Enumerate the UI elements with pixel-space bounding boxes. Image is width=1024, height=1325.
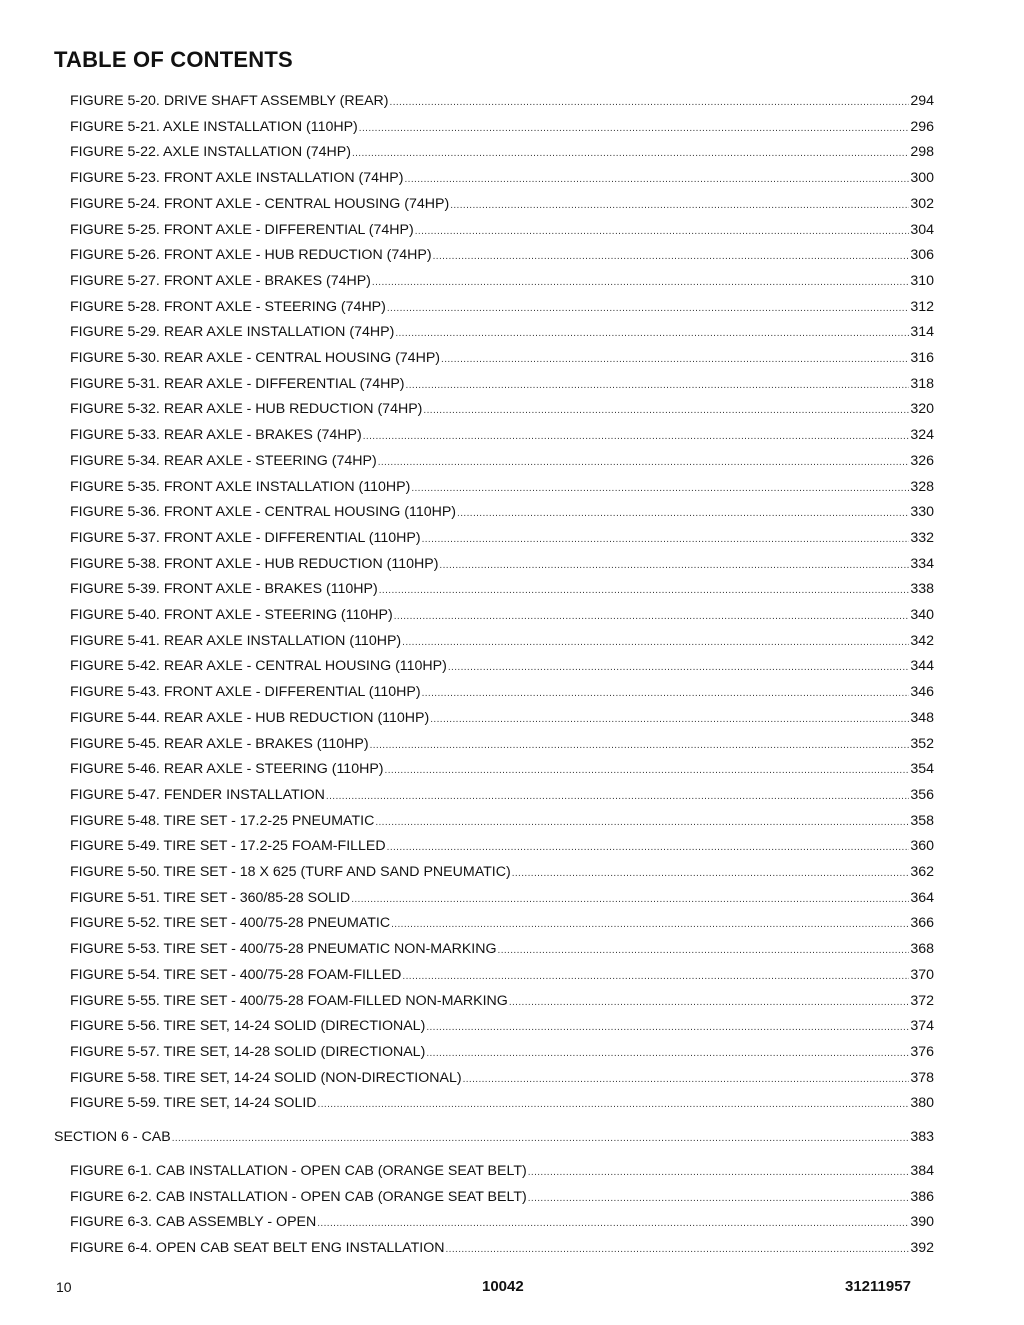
toc-entry-page: 392 xyxy=(910,1240,934,1257)
toc-entry[interactable] xyxy=(70,863,934,881)
dot-leader xyxy=(463,1071,910,1089)
toc-entry[interactable] xyxy=(70,657,934,675)
toc-entry[interactable] xyxy=(70,426,934,444)
dot-leader xyxy=(445,1241,909,1259)
toc-entry-label: FIGURE 5-44. REAR AXLE - HUB REDUCTION (110HP) xyxy=(70,709,430,726)
toc-entry-page: 314 xyxy=(910,324,934,341)
toc-entry-label: FIGURE 5-33. REAR AXLE - BRAKES (74HP) xyxy=(70,427,362,444)
toc-entry-page: 332 xyxy=(910,529,934,546)
dot-leader xyxy=(405,171,910,189)
toc-entry-page: 372 xyxy=(910,992,934,1009)
dot-leader xyxy=(387,839,910,857)
dot-leader xyxy=(375,814,909,832)
toc-entry[interactable] xyxy=(70,1188,934,1206)
dot-leader xyxy=(317,1215,909,1233)
toc-entry[interactable] xyxy=(70,580,934,598)
toc-entry-page: 376 xyxy=(910,1043,934,1060)
toc-entry-label: FIGURE 5-25. FRONT AXLE - DIFFERENTIAL (74HP) xyxy=(70,221,414,238)
toc-entry-label: FIGURE 5-35. FRONT AXLE INSTALLATION (110HP) xyxy=(70,478,411,495)
dot-leader xyxy=(528,1190,910,1208)
toc-entry-page: 302 xyxy=(910,195,934,212)
toc-entry[interactable] xyxy=(70,837,934,855)
toc-entry-label: FIGURE 5-27. FRONT AXLE - BRAKES (74HP) xyxy=(70,272,371,289)
dot-leader xyxy=(326,788,909,806)
toc-entry-page: 328 xyxy=(910,478,934,495)
toc-entry-page: 316 xyxy=(910,350,934,366)
toc-entry-label: FIGURE 6-3. CAB ASSEMBLY - OPEN xyxy=(70,1214,317,1231)
dot-leader xyxy=(426,1045,909,1063)
toc-entry-label: FIGURE 5-20. DRIVE SHAFT ASSEMBLY (REAR) xyxy=(70,93,389,109)
toc-entry-label: FIGURE 5-32. REAR AXLE - HUB REDUCTION (74HP) xyxy=(70,401,423,418)
dot-leader xyxy=(378,454,910,472)
footer-doc-number: 31211957 xyxy=(845,1278,911,1295)
toc-entry-page: 366 xyxy=(910,915,934,932)
toc-entry-label: FIGURE 5-38. FRONT AXLE - HUB REDUCTION (110HP) xyxy=(70,555,439,572)
toc-entry[interactable] xyxy=(70,1239,934,1257)
dot-leader xyxy=(512,865,910,883)
dot-leader xyxy=(441,351,909,369)
toc-entry[interactable] xyxy=(70,143,934,161)
dot-leader xyxy=(450,197,909,215)
toc-entry-label: FIGURE 5-28. FRONT AXLE - STEERING (74HP) xyxy=(70,298,386,315)
toc-entry-label: FIGURE 5-30. REAR AXLE - CENTRAL HOUSING (74HP) xyxy=(70,350,441,366)
toc-entry-page: 390 xyxy=(910,1214,934,1231)
toc-entry-page: 294 xyxy=(910,93,934,109)
toc-entry-label: FIGURE 6-4. OPEN CAB SEAT BELT ENG INSTALLATION xyxy=(70,1240,445,1257)
toc-entry-label: FIGURE 5-29. REAR AXLE INSTALLATION (74HP) xyxy=(70,324,395,341)
toc-entry[interactable] xyxy=(70,195,934,213)
toc-entry-label: FIGURE 5-59. TIRE SET, 14-24 SOLID xyxy=(70,1095,317,1112)
toc-entry-page: 324 xyxy=(910,427,934,444)
dot-leader xyxy=(390,94,910,112)
dot-leader xyxy=(379,582,910,600)
dot-leader xyxy=(385,762,910,780)
toc-entry-page: 364 xyxy=(910,889,934,906)
dot-leader xyxy=(395,325,909,343)
toc-entry-page: 298 xyxy=(910,144,934,161)
toc-entry-label: FIGURE 5-21. AXLE INSTALLATION (110HP) xyxy=(70,118,358,135)
toc-entry[interactable] xyxy=(70,1162,934,1180)
toc-entry-label: FIGURE 5-55. TIRE SET - 400/75-28 FOAM-FILLED NON-MARKING xyxy=(70,992,508,1009)
toc-entry-label: FIGURE 5-54. TIRE SET - 400/75-28 FOAM-FILLED xyxy=(70,966,402,983)
toc-entry[interactable] xyxy=(70,812,934,830)
toc-entry-label: SECTION 6 - CAB xyxy=(54,1129,171,1145)
dot-leader xyxy=(448,659,909,677)
dot-leader xyxy=(439,557,909,575)
toc-entry[interactable] xyxy=(70,632,934,650)
toc-entry-label: FIGURE 5-41. REAR AXLE INSTALLATION (110HP) xyxy=(70,632,402,649)
dot-leader xyxy=(415,223,910,241)
toc-entry-page: 334 xyxy=(910,555,934,572)
toc-entry-page: 386 xyxy=(910,1188,934,1205)
toc-entry-label: FIGURE 5-36. FRONT AXLE - CENTRAL HOUSING (110HP) xyxy=(70,504,457,521)
toc-entry[interactable] xyxy=(70,940,934,958)
toc-entry[interactable] xyxy=(70,503,934,521)
toc-entry-page: 320 xyxy=(910,401,934,418)
toc-entry[interactable] xyxy=(70,118,934,136)
toc-entry[interactable] xyxy=(70,400,934,418)
toc-entry-label: FIGURE 5-24. FRONT AXLE - CENTRAL HOUSING (74HP) xyxy=(70,195,450,212)
toc-entry-label: FIGURE 5-43. FRONT AXLE - DIFFERENTIAL (110HP) xyxy=(70,684,421,701)
toc-entry-page: 360 xyxy=(910,838,934,855)
toc-entry-label: FIGURE 5-49. TIRE SET - 17.2-25 FOAM-FILLED xyxy=(70,838,386,855)
toc-entry[interactable] xyxy=(70,1094,934,1112)
toc-entry[interactable] xyxy=(70,914,934,932)
dot-leader xyxy=(423,402,909,420)
toc-entry-label: FIGURE 5-37. FRONT AXLE - DIFFERENTIAL (110HP) xyxy=(70,529,421,546)
dot-leader xyxy=(528,1164,910,1182)
toc-entry[interactable] xyxy=(70,452,934,470)
toc-entry[interactable] xyxy=(70,786,934,804)
toc-entry[interactable] xyxy=(70,349,934,367)
toc-entry-label: FIGURE 5-50. TIRE SET - 18 X 625 (TURF AND SAND PNEUMATIC) xyxy=(70,864,511,880)
toc-entry-label: FIGURE 5-45. REAR AXLE - BRAKES (110HP) xyxy=(70,735,369,752)
toc-entry-page: 368 xyxy=(910,941,934,958)
toc-entry[interactable] xyxy=(70,760,934,778)
toc-entry-page: 326 xyxy=(910,452,934,469)
dot-leader xyxy=(402,968,909,986)
toc-entry[interactable] xyxy=(70,1043,934,1061)
toc-entry-page: 344 xyxy=(910,658,934,675)
toc-entry[interactable] xyxy=(70,735,934,753)
toc-entry-page: 338 xyxy=(910,581,934,598)
toc-entry-page: 346 xyxy=(910,684,934,701)
dot-leader xyxy=(387,300,909,318)
toc-entry-label: FIGURE 5-22. AXLE INSTALLATION (74HP) xyxy=(70,144,351,161)
toc-entry-page: 358 xyxy=(910,812,934,829)
dot-leader xyxy=(402,634,909,652)
toc-entry[interactable] xyxy=(70,375,934,393)
dot-leader xyxy=(172,1130,910,1148)
toc-entry-label: FIGURE 5-31. REAR AXLE - DIFFERENTIAL (74HP) xyxy=(70,375,405,392)
toc-entry-label: FIGURE 5-23. FRONT AXLE INSTALLATION (74HP) xyxy=(70,170,404,187)
toc-entry-label: FIGURE 5-34. REAR AXLE - STEERING (74HP) xyxy=(70,452,377,469)
toc-entry[interactable] xyxy=(70,92,934,110)
dot-leader xyxy=(498,942,910,960)
dot-leader xyxy=(433,248,910,266)
toc-entry[interactable] xyxy=(70,529,934,547)
toc-entry[interactable] xyxy=(70,272,934,290)
toc-entry[interactable] xyxy=(70,478,934,496)
dot-leader xyxy=(394,608,910,626)
dot-leader xyxy=(351,891,909,909)
toc-entry-label: FIGURE 5-56. TIRE SET, 14-24 SOLID (DIRECTIONAL) xyxy=(70,1018,426,1035)
toc-entry[interactable] xyxy=(70,1213,934,1231)
toc-entry-label: FIGURE 5-51. TIRE SET - 360/85-28 SOLID xyxy=(70,889,351,906)
toc-entry-label: FIGURE 5-57. TIRE SET, 14-28 SOLID (DIRECTIONAL) xyxy=(70,1043,426,1060)
toc-entry-page: 356 xyxy=(910,786,934,803)
dot-leader xyxy=(359,120,910,138)
toc-entry[interactable] xyxy=(70,246,934,264)
dot-leader xyxy=(363,428,910,446)
toc-entry-page: 354 xyxy=(910,761,934,778)
toc-entry[interactable] xyxy=(70,1017,934,1035)
toc-entry-page: 348 xyxy=(910,709,934,726)
dot-leader xyxy=(430,711,909,729)
toc-entry-page: 310 xyxy=(910,272,934,289)
toc-entry-label: FIGURE 5-48. TIRE SET - 17.2-25 PNEUMATIC xyxy=(70,812,375,829)
toc-entry-page: 378 xyxy=(910,1069,934,1086)
dot-leader xyxy=(426,1019,909,1037)
toc-entry-label: FIGURE 5-39. FRONT AXLE - BRAKES (110HP) xyxy=(70,581,378,598)
dot-leader xyxy=(457,505,909,523)
dot-leader xyxy=(352,145,909,163)
dot-leader xyxy=(411,480,909,498)
toc-entry-label: FIGURE 5-46. REAR AXLE - STEERING (110HP) xyxy=(70,761,384,778)
footer-code: 10042 xyxy=(482,1278,524,1295)
toc-entry-page: 342 xyxy=(910,632,934,649)
toc-entry-page: 374 xyxy=(910,1018,934,1035)
toc-entry-label: FIGURE 5-52. TIRE SET - 400/75-28 PNEUMATIC xyxy=(70,915,391,932)
toc-entry[interactable] xyxy=(70,683,934,701)
toc-entry[interactable] xyxy=(70,298,934,316)
dot-leader xyxy=(318,1096,910,1114)
toc-entry[interactable] xyxy=(70,992,934,1010)
toc-entry-label: FIGURE 5-42. REAR AXLE - CENTRAL HOUSING (110HP) xyxy=(70,658,447,675)
toc-entry-page: 306 xyxy=(910,247,934,264)
toc-entry[interactable] xyxy=(70,606,934,624)
toc-entry[interactable] xyxy=(70,709,934,727)
toc-entry-label: FIGURE 6-2. CAB INSTALLATION - OPEN CAB (ORANGE SEAT BELT) xyxy=(70,1188,527,1205)
toc-entry[interactable] xyxy=(70,323,934,341)
toc-entry[interactable] xyxy=(70,221,934,239)
toc-entry[interactable] xyxy=(70,889,934,907)
toc-entry-page: 330 xyxy=(910,504,934,521)
page-title: TABLE OF CONTENTS xyxy=(54,47,293,72)
toc-entry-page: 383 xyxy=(910,1129,934,1145)
toc-entry-page: 340 xyxy=(910,607,934,623)
toc-entry-page: 362 xyxy=(910,864,934,880)
dot-leader xyxy=(509,994,910,1012)
dot-leader xyxy=(391,916,909,934)
dot-leader xyxy=(406,377,910,395)
toc-entry-page: 380 xyxy=(910,1095,934,1112)
toc-entry-page: 384 xyxy=(910,1163,934,1179)
toc-entry-label: FIGURE 5-26. FRONT AXLE - HUB REDUCTION (74HP) xyxy=(70,247,432,264)
toc-entry-label: FIGURE 5-58. TIRE SET, 14-24 SOLID (NON-DIRECTIONAL) xyxy=(70,1069,462,1086)
toc-section-entry[interactable] xyxy=(54,1128,934,1146)
toc-entry-page: 304 xyxy=(910,221,934,238)
dot-leader xyxy=(422,531,910,549)
dot-leader xyxy=(370,737,910,755)
toc-entry-page: 312 xyxy=(910,298,934,315)
toc-entry-label: FIGURE 5-40. FRONT AXLE - STEERING (110HP) xyxy=(70,607,393,623)
toc-entry-page: 296 xyxy=(910,118,934,135)
toc-entry-label: FIGURE 5-53. TIRE SET - 400/75-28 PNEUMATIC NON-MARKING xyxy=(70,941,497,958)
footer-page-number: 10 xyxy=(56,1279,72,1295)
toc-entry-label: FIGURE 6-1. CAB INSTALLATION - OPEN CAB (ORANGE SEAT BELT) xyxy=(70,1163,527,1179)
toc-entry[interactable] xyxy=(70,966,934,984)
dot-leader xyxy=(372,274,909,292)
toc-entry-page: 370 xyxy=(910,966,934,983)
dot-leader xyxy=(422,685,910,703)
toc-entry[interactable] xyxy=(70,1069,934,1087)
toc-entry[interactable] xyxy=(70,169,934,187)
toc-entry-label: FIGURE 5-47. FENDER INSTALLATION xyxy=(70,786,325,803)
toc-entry-page: 300 xyxy=(910,170,934,187)
toc-entry[interactable] xyxy=(70,555,934,573)
toc-entry-page: 352 xyxy=(910,735,934,752)
toc-entry-page: 318 xyxy=(910,375,934,392)
